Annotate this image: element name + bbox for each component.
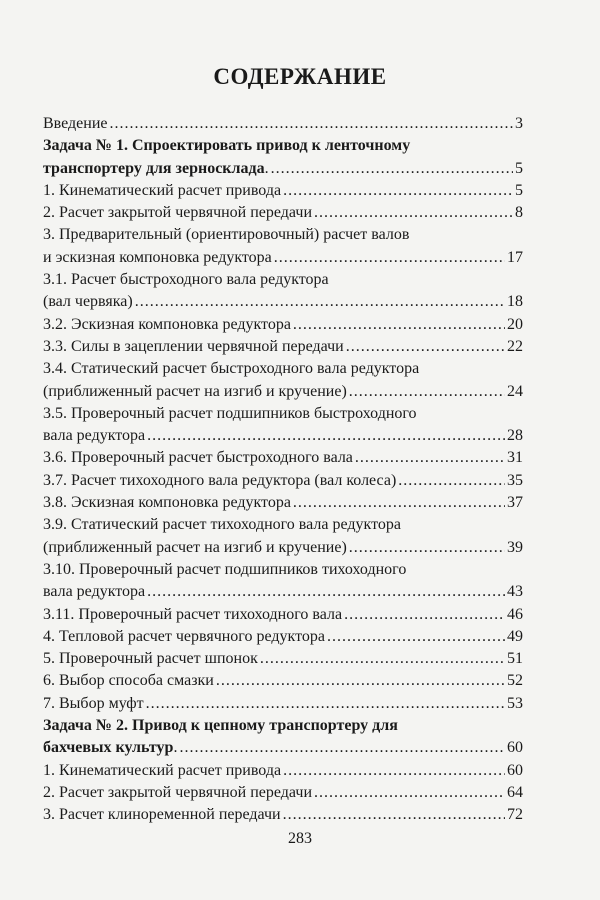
dot-leader	[314, 202, 513, 224]
toc-entry-page: 5	[515, 181, 523, 199]
dot-leader	[147, 581, 505, 603]
toc-entry-page: 72	[507, 806, 523, 824]
toc-entry	[43, 559, 523, 581]
toc-entry	[43, 314, 523, 336]
dot-leader	[344, 604, 505, 626]
dot-leader	[327, 626, 505, 648]
toc-entry-page: 20	[507, 315, 523, 333]
toc-entry	[43, 358, 523, 380]
dot-leader	[146, 693, 505, 715]
dot-leader	[283, 760, 505, 782]
toc-entry-page: 22	[507, 337, 523, 355]
toc-entry	[43, 180, 523, 202]
toc-entry	[43, 581, 523, 603]
toc-entry-title: 2. Расчет закрытой червячной передачи	[43, 204, 312, 222]
dot-leader	[260, 648, 505, 670]
toc-entry-title: 3. Предварительный (ориентировочный) расчет валов	[43, 226, 410, 244]
toc-entry-page: 17	[507, 248, 523, 266]
toc-entry-title: 3.11. Проверочный расчет тихоходного вала	[43, 605, 343, 623]
toc-entry-page: 3	[515, 115, 523, 132]
dot-leader	[349, 537, 505, 559]
toc-entry-title: 3.4. Статический расчет быстроходного вала редуктора	[43, 360, 420, 378]
toc-entry-title: 3.9. Статический расчет тихоходного вала редуктора	[43, 516, 401, 534]
toc-entry	[43, 470, 523, 492]
toc-entry	[43, 626, 523, 648]
dot-leader	[179, 737, 505, 759]
toc-entry-title: 3.1. Расчет быстроходного вала редуктора	[43, 271, 329, 289]
toc-entry	[43, 693, 523, 715]
toc-entry-page: 5	[515, 159, 523, 177]
toc-entry-title: 1. Кинематический расчет привода	[43, 181, 282, 199]
toc-entry	[43, 336, 523, 358]
dot-leader	[274, 247, 505, 269]
toc-entry-title: (приближенный расчет на изгиб и кручение)	[43, 382, 347, 400]
toc-entry-tail: .	[173, 739, 178, 757]
toc-entry	[43, 269, 523, 291]
dot-leader	[147, 425, 505, 447]
dot-leader	[346, 336, 505, 358]
page-number: 283	[288, 830, 312, 847]
toc-entry-page: 51	[507, 650, 523, 668]
dot-leader	[283, 180, 513, 202]
toc-entry-title: вала редуктора	[43, 427, 146, 445]
toc-entry-title: Введение	[43, 115, 108, 132]
toc-entry-page: 49	[507, 627, 523, 645]
toc-entry	[43, 425, 523, 447]
dot-leader	[293, 314, 505, 336]
toc-entry-title: вала редуктора	[43, 583, 146, 601]
dot-leader	[349, 381, 505, 403]
toc-entry-page: 53	[507, 694, 523, 712]
toc-entry-title: 3.3. Силы в зацеплении червячной передачи	[43, 337, 344, 355]
toc-entry-title: Задача № 2. Привод к цепному транспортеру для	[43, 717, 398, 735]
toc-entry-title: 1. Кинематический расчет привода	[43, 761, 282, 779]
toc-entry-title: (приближенный расчет на изгиб и кручение)	[43, 538, 347, 556]
toc-entry-title: 3.10. Проверочный расчет подшипников тихоходного	[43, 560, 407, 578]
toc-entry-page: 46	[507, 605, 523, 623]
dot-leader	[314, 782, 505, 804]
toc-entry-title: 3. Расчет клиноременной передачи	[43, 806, 281, 824]
toc-entry	[43, 514, 523, 536]
toc-entry	[43, 737, 523, 759]
dot-leader	[110, 113, 514, 135]
toc-entry-page: 18	[507, 293, 523, 311]
toc-entry-title: 5. Проверочный расчет шпонок	[43, 650, 258, 668]
toc-entry-page: 60	[507, 761, 523, 779]
toc-entry	[43, 648, 523, 670]
dot-leader	[135, 291, 505, 313]
dot-leader	[216, 670, 505, 692]
toc-entry	[43, 113, 523, 135]
toc-entry	[43, 247, 523, 269]
toc-entry-page: 37	[507, 494, 523, 512]
dot-leader	[293, 492, 505, 514]
toc-entry	[43, 537, 523, 559]
dot-leader	[283, 804, 505, 826]
toc-entry-page: 24	[507, 382, 523, 400]
toc-entry	[43, 760, 523, 782]
toc-entry-title: 4. Тепловой расчет червячного редуктора	[43, 627, 325, 645]
toc-entry	[43, 224, 523, 246]
toc-entry-title: 3.2. Эскизная компоновка редуктора	[43, 315, 291, 333]
toc-entry-title: 3.5. Проверочный расчет подшипников быстроходного	[43, 404, 417, 422]
toc-entry	[43, 135, 523, 157]
toc-entry-page: 43	[507, 583, 523, 601]
toc-entry	[43, 202, 523, 224]
toc-entry-title: бахчевых культур	[43, 739, 174, 757]
toc-entry	[43, 381, 523, 403]
dot-leader	[398, 470, 505, 492]
toc-entry-title: 3.6. Проверочный расчет быстроходного вала	[43, 449, 353, 467]
toc-entry	[43, 782, 523, 804]
toc-entry-title: 3.7. Расчет тихоходного вала редуктора (вал колеса)	[43, 471, 397, 489]
dot-leader	[355, 447, 505, 469]
toc-entry-page: 35	[507, 471, 523, 489]
toc-entry	[43, 804, 523, 826]
toc-entry	[43, 604, 523, 626]
toc-entry-title: 7. Выбор муфт	[43, 694, 144, 712]
toc-entry	[43, 403, 523, 425]
toc-entry-page: 52	[507, 672, 523, 690]
toc-entry-tail: .	[264, 159, 269, 177]
toc-entry-title: и эскизная компоновка редуктора	[43, 248, 272, 266]
toc-entry	[43, 447, 523, 469]
toc-entry-title: Задача № 1. Спроектировать привод к ленточному	[43, 137, 411, 155]
toc-entry-title: транспортеру для зерносклада	[43, 159, 265, 177]
toc-entry	[43, 492, 523, 514]
toc-entry	[43, 291, 523, 313]
toc-entry-title: 2. Расчет закрытой червячной передачи	[43, 783, 312, 801]
toc-entry-page: 28	[507, 427, 523, 445]
toc-entry-title: (вал червяка)	[43, 293, 133, 311]
toc-entry-page: 8	[515, 204, 523, 222]
toc-entry-page: 39	[507, 538, 523, 556]
toc-entry	[43, 715, 523, 737]
dot-leader	[271, 158, 513, 180]
toc-entry-page: 64	[507, 783, 523, 801]
toc-entry	[43, 670, 523, 692]
page-title: СОДЕРЖАНИЕ	[213, 64, 387, 89]
toc-entry-page: 31	[507, 449, 523, 467]
toc-entry-title: 3.8. Эскизная компоновка редуктора	[43, 494, 291, 512]
toc-entry-title: 6. Выбор способа смазки	[43, 672, 214, 690]
toc-entry	[43, 158, 523, 180]
toc-entry-page: 60	[507, 739, 523, 757]
table-of-contents	[43, 113, 523, 827]
